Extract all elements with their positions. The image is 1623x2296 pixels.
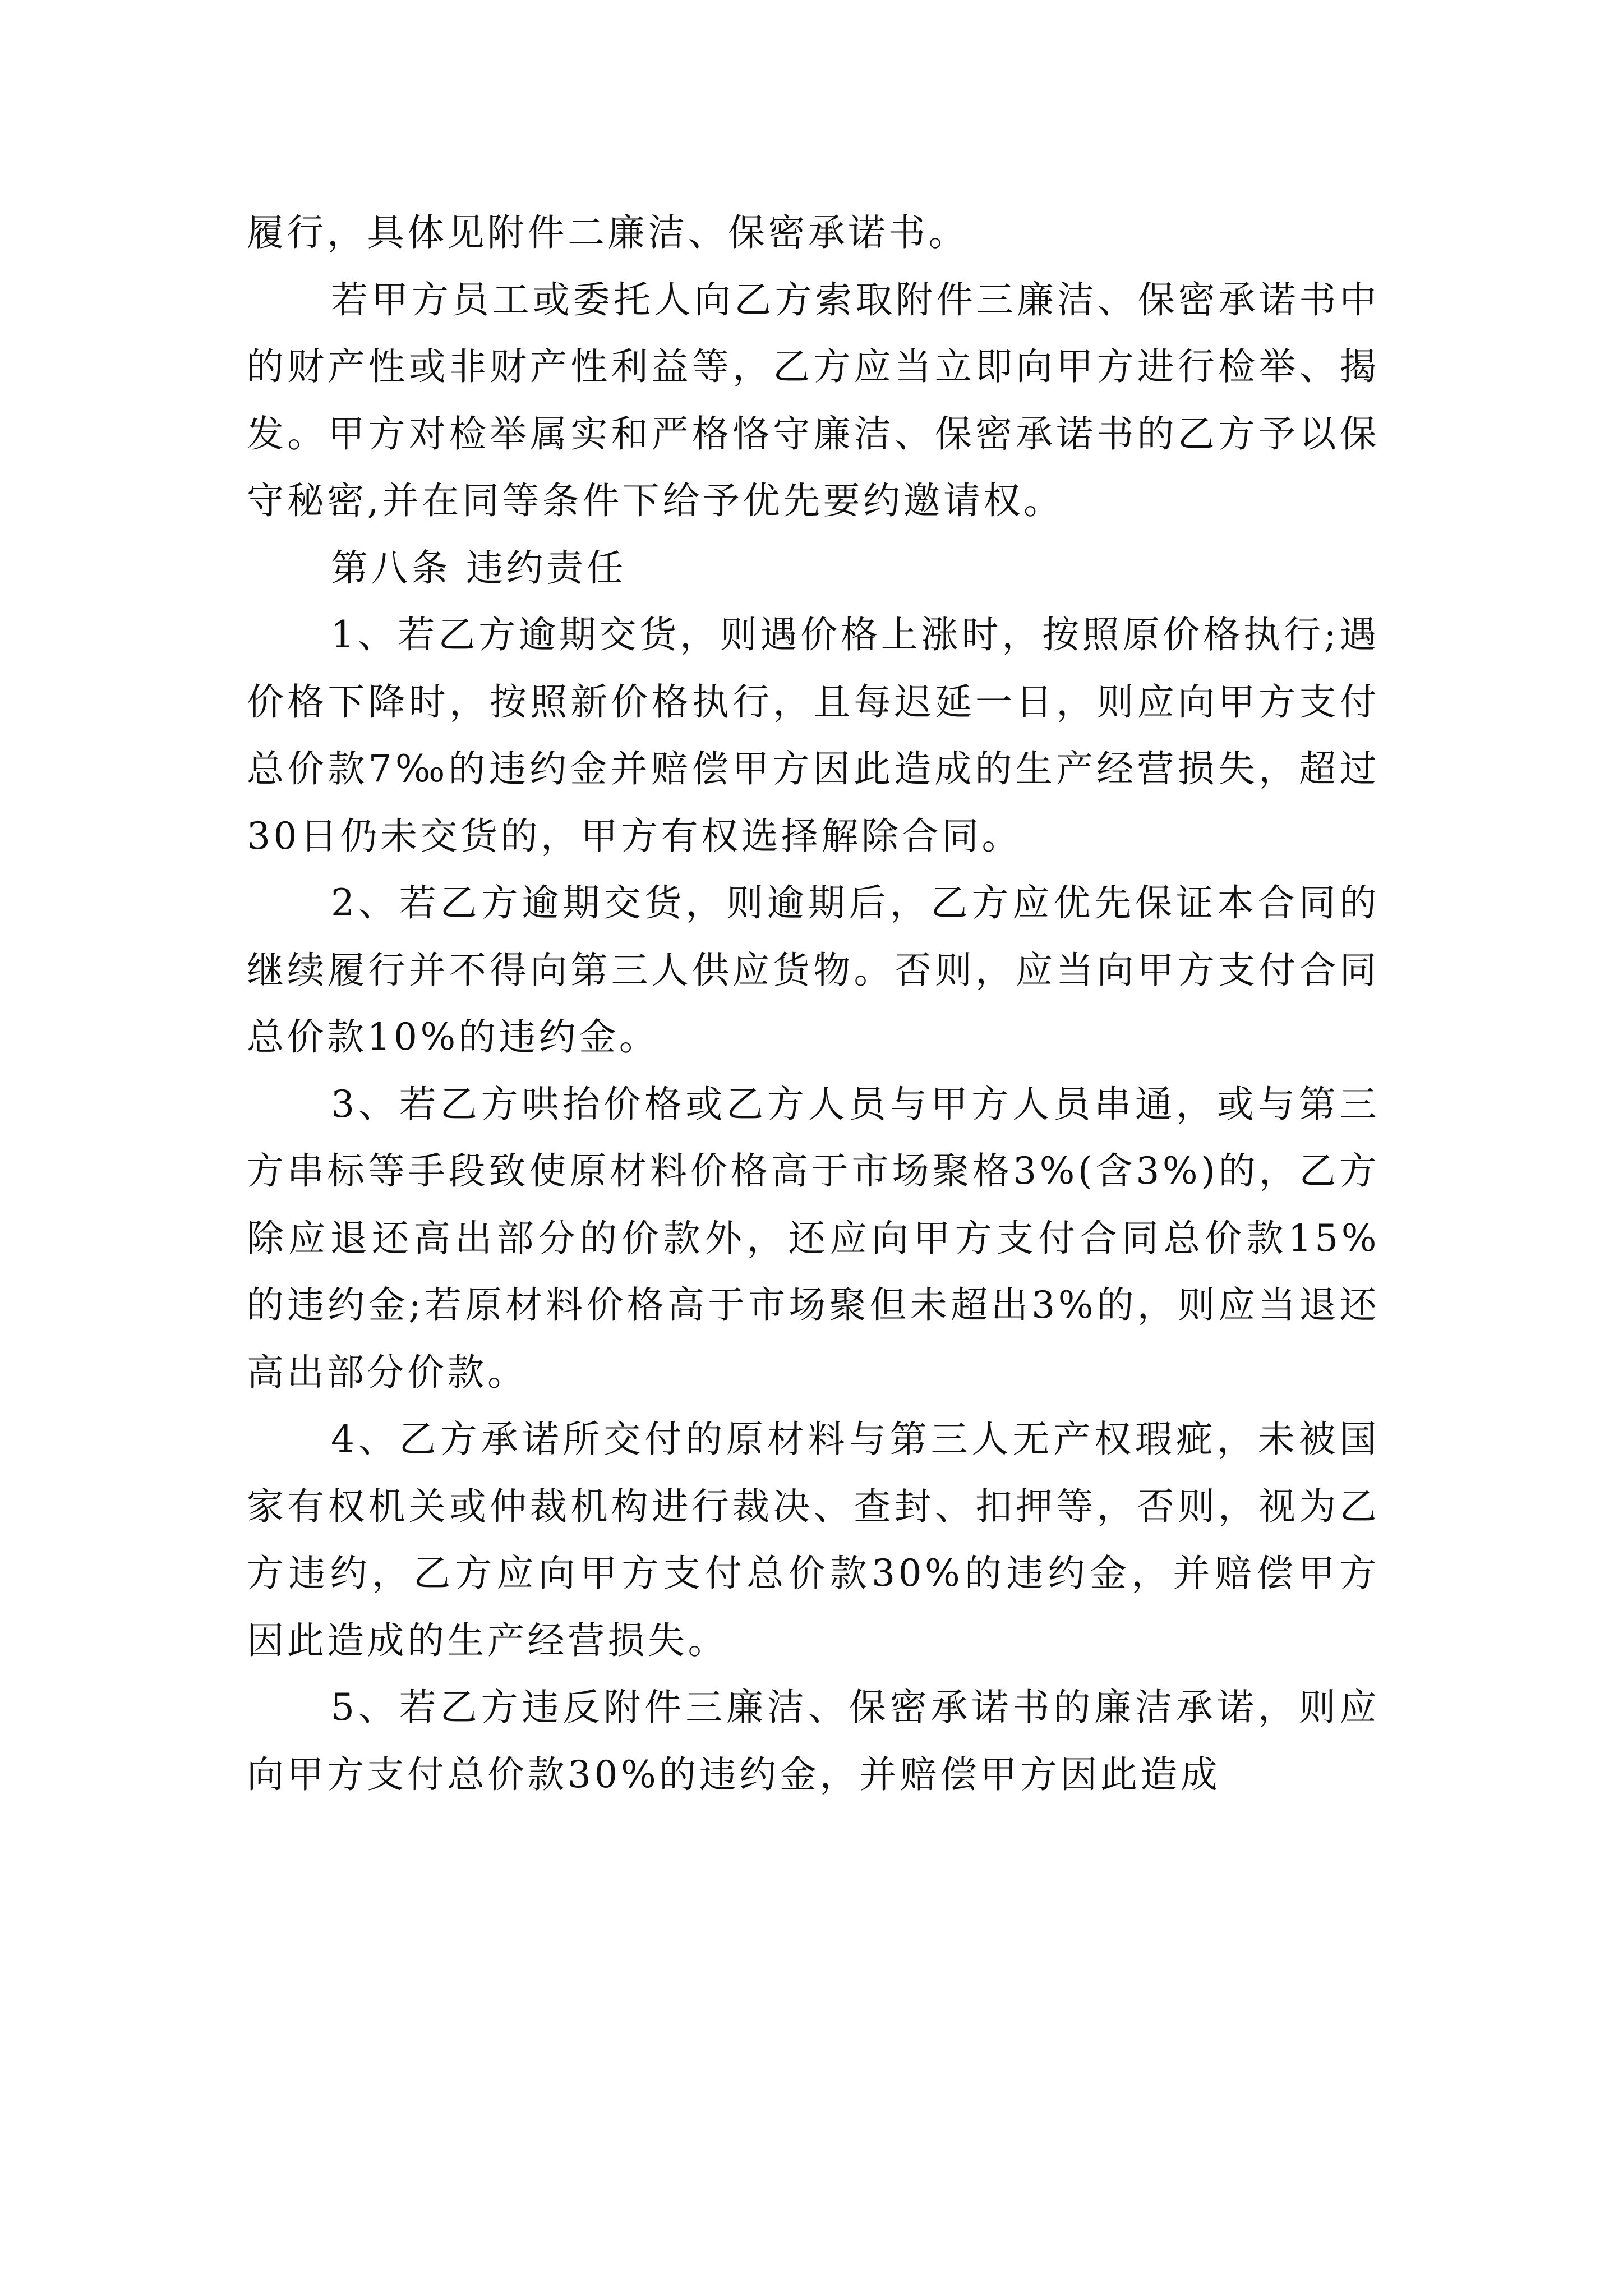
clause-2-priority-performance: 2、若乙方逾期交货，则逾期后，乙方应优先保证本合同的继续履行并不得向第三人供应货物。否则，应当向甲方支付合同总价款10%的违约金。 <box>247 881 1380 1059</box>
document-body <box>247 199 1380 1808</box>
paragraph-continuation: 履行，具体见附件二廉洁、保密承诺书。 <box>247 211 969 254</box>
clause-4-title-defect: 4、乙方承诺所交付的原材料与第三人无产权瑕疵，未被国家有权机关或仲裁机构进行裁决、查封、扣押等，否则，视为乙方违约，乙方应向甲方支付总价款30%的违约金，并赔偿甲方因此造成的生产经营损失。 <box>247 1418 1380 1662</box>
section-heading-article-8: 第八条 违约责任 <box>331 546 626 590</box>
clause-5-integrity-breach: 5、若乙方违反附件三廉洁、保密承诺书的廉洁承诺，则应向甲方支付总价款30%的违约金，并赔偿甲方因此造成 <box>247 1686 1380 1796</box>
paragraph-report-obligation: 若甲方员工或委托人向乙方索取附件三廉洁、保密承诺书中的财产性或非财产性利益等，乙方应当立即向甲方进行检举、揭发。甲方对检举属实和严格恪守廉洁、保密承诺书的乙方予以保守秘密,并在同等条件下给予优先要约邀请权。 <box>247 278 1380 522</box>
clause-1-late-delivery: 1、若乙方逾期交货，则遇价格上涨时，按照原价格执行;遇价格下降时，按照新价格执行，且每迟延一日，则应向甲方支付总价款7‰的违约金并赔偿甲方因此造成的生产经营损失，超过30日仍未交货的，甲方有权选择解除合同。 <box>247 613 1380 858</box>
clause-3-price-collusion: 3、若乙方哄抬价格或乙方人员与甲方人员串通，或与第三方串标等手段致使原材料价格高于市场聚格3%(含3%)的，乙方除应退还高出部分的价款外，还应向甲方支付合同总价款15%的违约金;若原材料价格高于市场聚但未超出3%的，则应当退还高出部分价款。 <box>247 1082 1380 1394</box>
